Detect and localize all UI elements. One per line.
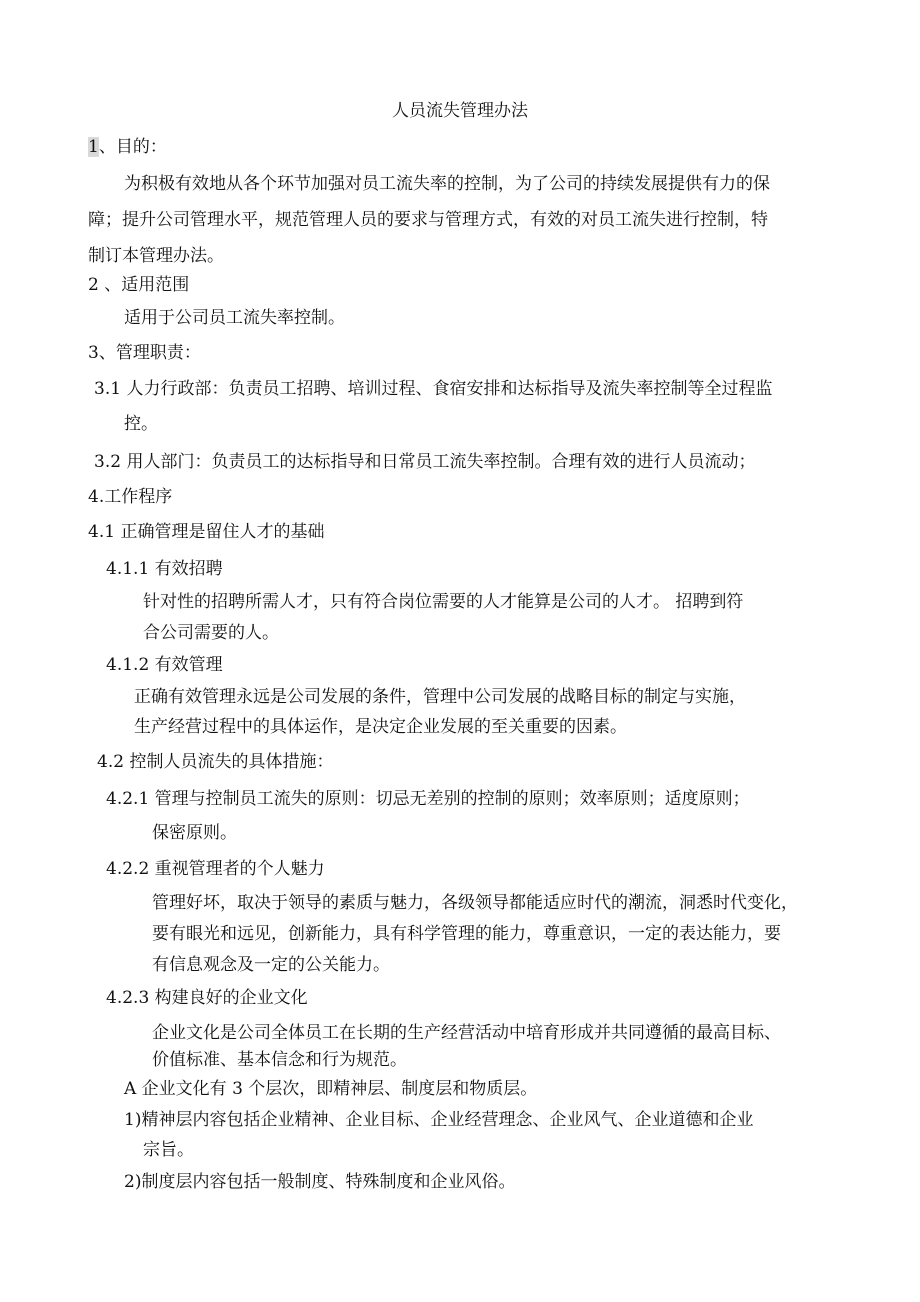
- section-3-1-line: 控。: [124, 414, 158, 434]
- section-4-2-3-line: 企业文化是公司全体员工在长期的生产经营活动中培育形成并共同遵循的最高目标、: [152, 1023, 781, 1043]
- section-4-1-1-line: 合公司需要的人。: [143, 623, 279, 643]
- section-4-2-2-line: 管理好坏，取决于领导的素质与魅力，各级领导都能适应时代的潮流，洞悉时代变化，: [152, 893, 798, 913]
- section-4-1-heading: 4.1 正确管理是留住人才的基础: [88, 522, 325, 542]
- section-1-paragraph-line: 障；提升公司管理水平，规范管理人员的要求与管理方式，有效的对员工流失进行控制，特: [88, 210, 768, 230]
- section-4-2-3-list-item-1-cont: 宗旨。: [143, 1140, 194, 1160]
- section-2-heading: 2 、适用范围: [88, 275, 190, 295]
- section-3-1-line: 3.1 人力行政部：负责员工招聘、培训过程、食宿安排和达标指导及流失率控制等全过程监: [94, 379, 773, 399]
- section-4-2-2-line: 要有眼光和远见，创新能力，具有科学管理的能力，尊重意识，一定的表达能力，要: [152, 924, 781, 944]
- section-1-paragraph-line: 为积极有效地从各个环节加强对员工流失率的控制，为了公司的持续发展提供有力的保: [124, 174, 770, 194]
- section-4-2-3-line: 价值标准、基本信念和行为规范。: [152, 1050, 407, 1070]
- section-4-1-2-line: 正确有效管理永远是公司发展的条件，管理中公司发展的战略目标的制定与实施，: [134, 687, 746, 707]
- section-4-2-1-line: 保密原则。: [152, 823, 237, 843]
- section-1-heading: [88, 136, 167, 158]
- section-4-2-3-list-item-1: 1)精神层内容包括企业精神、企业目标、企业经营理念、企业风气、企业道德和企业: [124, 1110, 754, 1130]
- section-4-heading: 4.工作程序: [88, 487, 173, 507]
- section-4-2-1-line: 4.2.1 管理与控制员工流失的原则：切忌无差别的控制的原则；效率原则；适度原则；: [106, 789, 750, 809]
- section-1-paragraph-line: 制订本管理办法。: [88, 246, 224, 266]
- section-3-heading: 3、管理职责：: [88, 343, 201, 363]
- document-title: 人员流失管理办法: [392, 101, 528, 121]
- section-2-paragraph: 适用于公司员工流失率控制。: [124, 308, 345, 328]
- section-4-2-2-line: 有信息观念及一定的公关能力。: [152, 955, 390, 975]
- section-4-2-heading: 4.2 控制人员流失的具体措施：: [97, 752, 334, 772]
- section-4-2-3-list-item-2: 2)制度层内容包括一般制度、特殊制度和企业风俗。: [124, 1172, 516, 1192]
- section-1-heading-text: 、目的：: [98, 137, 167, 157]
- section-4-2-2-heading: 4.2.2 重视管理者的个人魅力: [106, 859, 325, 879]
- section-4-2-3-item-a: A 企业文化有 3 个层次，即精神层、制度层和物质层。: [124, 1079, 538, 1099]
- section-1-number: 1: [88, 137, 99, 157]
- section-4-1-2-line: 生产经营过程中的具体运作，是决定企业发展的至关重要的因素。: [134, 717, 627, 737]
- section-4-2-3-heading: 4.2.3 构建良好的企业文化: [106, 988, 308, 1008]
- section-4-1-2-heading: 4.1.2 有效管理: [106, 655, 223, 675]
- section-4-1-1-line: 针对性的招聘所需人才，只有符合岗位需要的人才能算是公司的人才。 招聘到符: [143, 592, 744, 612]
- section-4-1-1-heading: 4.1.1 有效招聘: [106, 559, 223, 579]
- section-3-2-line: 3.2 用人部门：负责员工的达标指导和日常员工流失率控制。合理有效的进行人员流动；: [94, 452, 756, 472]
